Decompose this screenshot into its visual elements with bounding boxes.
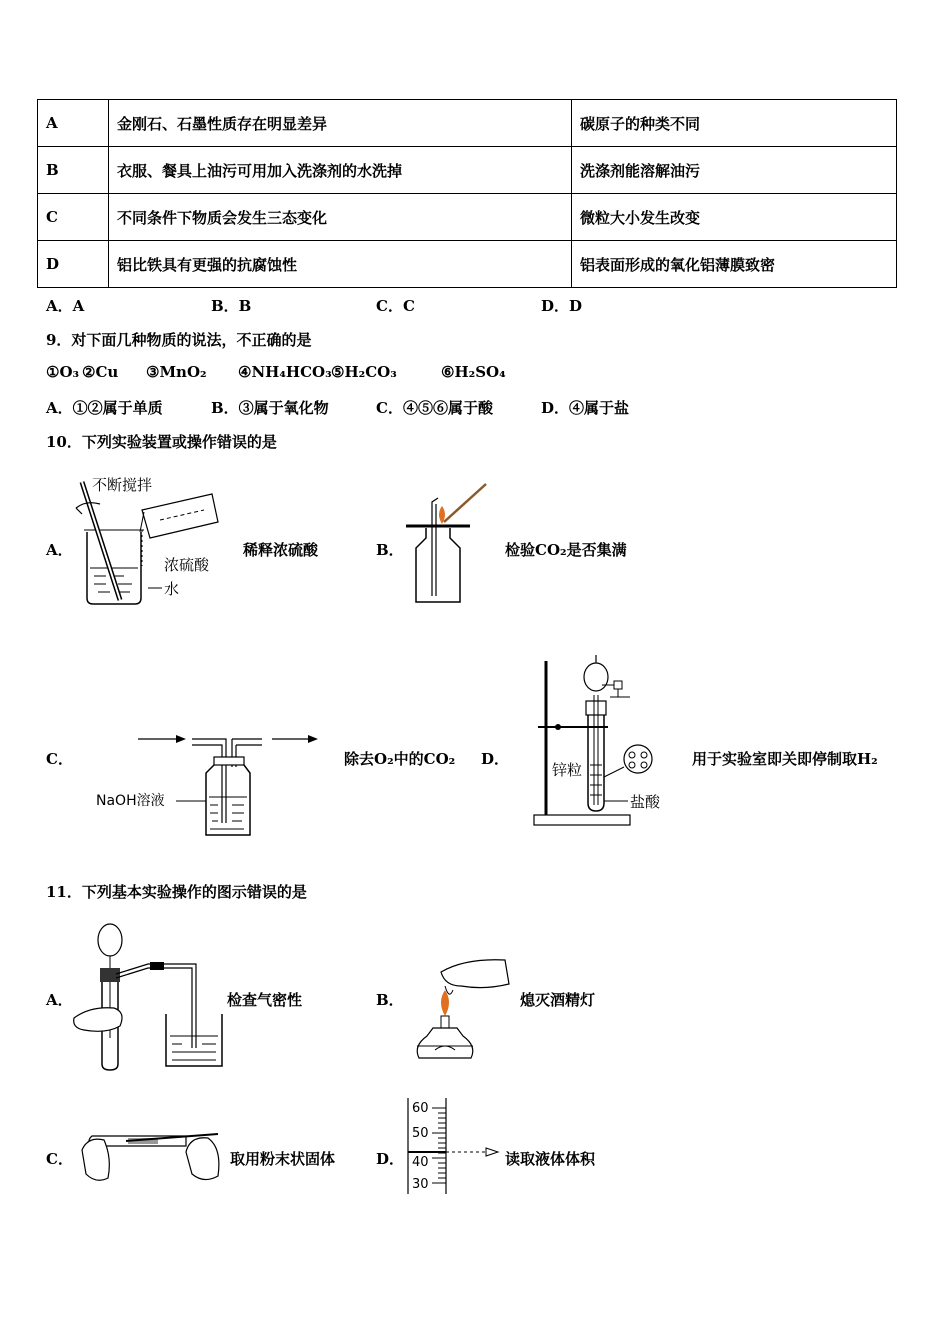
powder-spatula-diagram: [78, 1118, 226, 1188]
q8-option-a[interactable]: A．A: [46, 297, 85, 315]
q9-substance: ④NH₄HCO₃: [238, 363, 332, 381]
q10-c-caption: 除去O₂中的CO₂: [344, 750, 456, 768]
airtightness-check-diagram: [70, 918, 230, 1074]
row-reason: 碳原子的种类不同: [572, 100, 897, 147]
label-stir: 不断搅拌: [92, 476, 153, 494]
q8-option-b[interactable]: B．B: [211, 297, 252, 315]
row-letter: A: [38, 100, 109, 147]
label-naoh: NaOH溶液: [96, 793, 165, 809]
row-reason: 微粒大小发生改变: [572, 194, 897, 241]
q9-option-c[interactable]: C．④⑤⑥属于酸: [376, 399, 493, 417]
q11-a-caption: 检查气密性: [227, 991, 303, 1009]
row-fact: 铝比铁具有更强的抗腐蚀性: [109, 241, 572, 288]
q10-b-caption: 检验CO₂是否集满: [505, 541, 627, 559]
row-letter: B: [38, 147, 109, 194]
q10-d-caption: 用于实验室即关即停制取H₂: [692, 750, 878, 768]
q9-option-b[interactable]: B．③属于氧化物: [211, 399, 329, 417]
q10-c-letter[interactable]: C．: [46, 750, 73, 768]
q11-d-letter[interactable]: D．: [376, 1150, 405, 1168]
cylinder-reading-diagram: [400, 1096, 510, 1196]
q8-option-c[interactable]: C．C: [376, 297, 415, 315]
q8-table: [37, 99, 897, 288]
q9-substance: ⑤H₂CO₃: [331, 363, 397, 381]
table-row: [38, 147, 897, 194]
q8-option-d[interactable]: D．D: [541, 297, 583, 315]
row-reason: 洗涤剂能溶解油污: [572, 147, 897, 194]
gas-wash-bottle-diagram: [92, 725, 332, 843]
label-hcl: 盐酸: [630, 793, 661, 811]
scale-50: 50: [412, 1126, 429, 1141]
q10-a-letter[interactable]: A．: [46, 541, 73, 559]
table-row: [38, 194, 897, 241]
q10-stem: 10．下列实验装置或操作错误的是: [46, 433, 277, 451]
row-letter: D: [38, 241, 109, 288]
q9-substance: ②Cu: [82, 363, 119, 381]
label-acid: 浓硫酸: [164, 556, 210, 574]
q11-stem: 11．下列基本实验操作的图示错误的是: [46, 883, 307, 901]
label-zinc: 锌粒: [552, 761, 583, 779]
dilute-acid-diagram: [72, 470, 232, 610]
q11-b-letter[interactable]: B．: [376, 991, 404, 1009]
row-fact: 衣服、餐具上油污可用加入洗涤剂的水洗掉: [109, 147, 572, 194]
q9-option-d[interactable]: D．④属于盐: [541, 399, 630, 417]
scale-40: 40: [412, 1155, 429, 1170]
q10-a-caption: 稀释浓硫酸: [243, 541, 319, 559]
table-row: [38, 100, 897, 147]
scale-60: 60: [412, 1101, 429, 1116]
hydrogen-generator-diagram: [528, 655, 678, 833]
scale-30: 30: [412, 1177, 429, 1192]
q11-c-caption: 取用粉末状固体: [230, 1150, 336, 1168]
alcohol-lamp-diagram: [405, 950, 515, 1072]
q9-substance: ⑥H₂SO₄: [441, 363, 506, 381]
row-letter: C: [38, 194, 109, 241]
q9-stem: 9．对下面几种物质的说法，不正确的是: [46, 331, 312, 349]
q10-b-letter[interactable]: B．: [376, 541, 404, 559]
q11-a-letter[interactable]: A．: [46, 991, 73, 1009]
q9-substance: ③MnO₂: [146, 363, 207, 381]
row-fact: 不同条件下物质会发生三态变化: [109, 194, 572, 241]
row-fact: 金刚石、石墨性质存在明显差异: [109, 100, 572, 147]
q10-d-letter[interactable]: D．: [481, 750, 510, 768]
q11-d-caption: 读取液体体积: [505, 1150, 596, 1168]
q9-option-a[interactable]: A．①②属于单质: [46, 399, 163, 417]
q11-c-letter[interactable]: C．: [46, 1150, 73, 1168]
q9-substance: ①O₃: [46, 363, 80, 381]
row-reason: 铝表面形成的氧化铝薄膜致密: [572, 241, 897, 288]
co2-test-bottle-diagram: [400, 478, 500, 608]
q11-b-caption: 熄灭酒精灯: [520, 991, 596, 1009]
label-water: 水: [164, 580, 180, 598]
table-row: [38, 241, 897, 288]
